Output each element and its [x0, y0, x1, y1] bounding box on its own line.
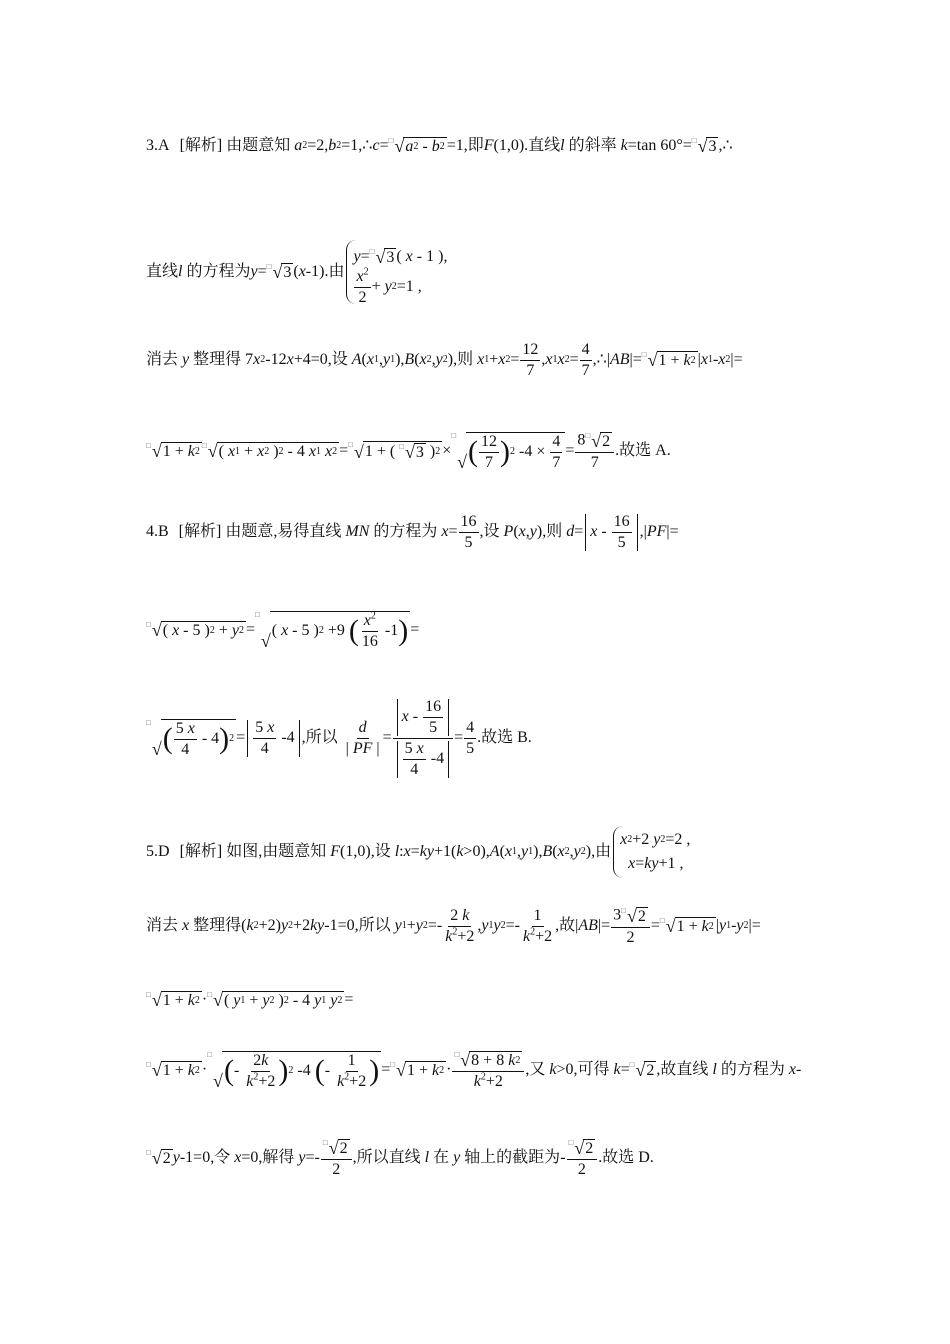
p5-line-3: □ √ 1 + k 2 · □ √ ( y 1 + y 2 ) 2 - 4 y 1 y 2 =	[146, 990, 354, 1010]
equation-system: x 2 +2 y 2 =2 , x = ky +1 ,	[613, 826, 696, 878]
p3-line-3: 消去 y 整理得 7 x 2 -12 x +4=0, 设 A ( x 1 , y 1 ), B ( x 2 , y 2 ), 则 x 1 + x 2 = $\frac{12}{7}$ , x 1 x 2 = $\frac{4}{7}$ ,∴| AB |= □ √ 1 + k 2 | x 1 - x 2 |=	[146, 340, 743, 379]
p5-line-2: 消去 x 整理得 ( k 2 +2) y 2 +2 ky -1=0, 所以 y 1 + y 2 =- $\frac{2 k}{k^2+2}$ , y 1 y 2 =- $\frac{1}{k^2+2}$ , 故 | AB |= 3 □ √ 2 2 = □ √ 1 + k 2 | y 1 - y 2 |=	[146, 905, 761, 946]
p4-tag: [解析]	[178, 523, 222, 540]
p4-line-3: □ √ ( $\frac{5 x}{4}$ - 4 ) 2 = $\frac{5 x}{4}$ -4 , 所以 $\frac{d}{| PF |}$ = x - $\frac{16}{5}$ $\frac{5 x}{4}$ -4 = $\frac{4}{5}$ .故选 B.	[146, 697, 532, 778]
p3-line-1: 3.A [解析] 由题意知 a 2 =2, b 2 =1,∴ c = □ √ a 2 - b 2 =1,即 F (1,0). 直线 l 的斜率 k =tan 60°= □ √ 3 ,∴	[146, 136, 733, 156]
p4-line-1: 4.B [解析] 由题意,易得直线 MN 的方程为 x = $\frac{16}{5}$ , 设 P ( x , y ), 则 d = x - $\frac{16}{5}$ ,| PF |=	[146, 512, 679, 551]
p5-line-1: 5.D [解析] 如图,由题意知 F (1,0), 设 l : x = ky +1( k >0), A ( x 1 , y 1 ), B ( x 2 , y 2 ),由 x 2 +2 y 2 =2 , x = ky +1 ,	[146, 822, 696, 882]
p5-label: 5.D	[146, 843, 170, 860]
p4-label: 4.B	[146, 523, 169, 540]
p5-line-5: □ √ 2 y -1=0, 令 x =0, 解得 y =- □ √ 2 2 , 所以直线 l 在 y 轴上的截距为 - □ √ 2 2 .故选 D.	[146, 1137, 654, 1178]
p4-line-2: □ √ ( x - 5 ) 2 + y 2 = □ √ ( x - 5 ) 2 +9 ( $\frac{x^2}{16}$ -1 ) =	[146, 609, 420, 651]
equation-system: y = □ √ 3 ( x - 1 ), $\frac{x^2}{2}$ + y 2 =1 ,	[346, 240, 453, 304]
p3-line-2: 直线 l 的方程为 y = □ √ 3 ( x -1).由 y = □ √ 3 ( x - 1 ), $\frac{x^2}{2}$ + y 2 =1 ,	[146, 232, 453, 312]
p3-tag: [解析]	[179, 137, 223, 154]
p3-label: 3.A	[146, 137, 170, 154]
p5-tag: [解析]	[179, 843, 223, 860]
p5-line-4: □ √ 1 + k 2 · □ √ ( - $\frac{2k}{k^2+2}$ ) 2 -4 ( - $\frac{1}{k^2+2}$ ) = □ √ 1 + k 2 · □ √ 8 + 8 k 2 $k^2+2$ , 又 k >0, 可得 k = □ √ 2 , 故直线 l 的方程为 x -	[146, 1049, 802, 1091]
p3-line-4: □ √ 1 + k 2 □ √ ( x 1 + x 2 ) 2 - 4 x 1 x 2 = □ √ 1 + ( □ √ 3 ) 2 × □ √ ( $\frac{12}{7}$ ) 2 -4 × $\frac{4}{7}$ = 8 □ √ 2 7 .故选 A.	[146, 430, 671, 472]
sqrt-expression: □ √ a 2 - b 2	[388, 136, 445, 156]
